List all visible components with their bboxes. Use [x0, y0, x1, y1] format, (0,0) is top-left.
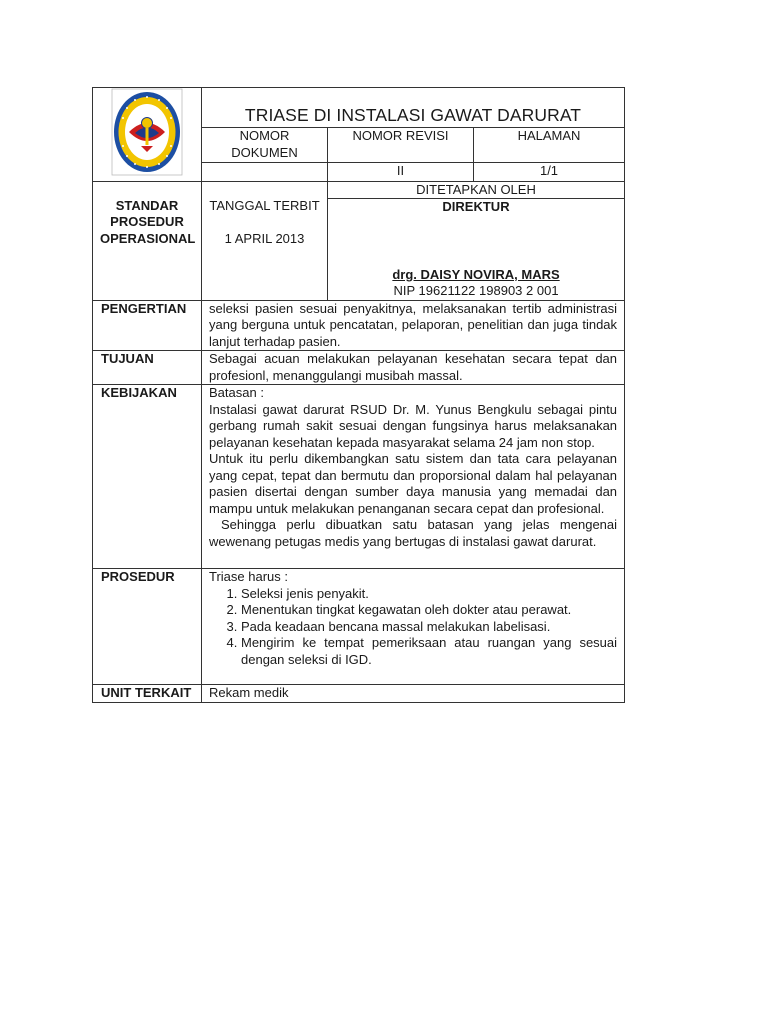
- jabatan-label: DIREKTUR: [442, 199, 510, 214]
- sop-label: STANDAR PROSEDUR OPERASIONAL: [93, 181, 202, 300]
- prosedur-steps: [209, 586, 617, 669]
- pengertian-label: PENGERTIAN: [93, 300, 202, 351]
- list-item: 2. Menentukan tingkat kegawatan oleh dokter atau perawat.: [241, 602, 617, 619]
- halaman-value: 1/1: [474, 162, 625, 181]
- list-item: 1. Seleksi jenis penyakit.: [241, 586, 617, 603]
- kebijakan-label: KEBIJAKAN: [93, 385, 202, 569]
- tanggal-terbit-value: 1 APRIL 2013: [224, 231, 305, 246]
- direktur-name: drg. DAISY NOVIRA, MARS: [392, 266, 560, 282]
- prosedur-row: [93, 569, 625, 685]
- kebijakan-batasan: Batasan :: [209, 385, 264, 400]
- tujuan-row: [93, 351, 625, 385]
- nomor-dokumen-value: [202, 162, 328, 181]
- tanggal-terbit-cell: [202, 181, 328, 300]
- pengertian-row: [93, 300, 625, 351]
- direktur-cell: [328, 199, 625, 301]
- nomor-revisi-value: II: [328, 162, 474, 181]
- prosedur-label: PROSEDUR: [93, 569, 202, 685]
- kebijakan-paragraph: Sehingga perlu dibuatkan satu batasan yang jelas mengenai wewenang petugas medis yang bertugas di instalasi gawat darurat.: [209, 517, 618, 549]
- tanggal-terbit-label: TANGGAL TERBIT: [209, 197, 320, 213]
- sop-table: [92, 87, 625, 703]
- pengertian-text: seleksi pasien sesuai penyakitnya, melaksanakan tertib administrasi yang berguna untuk pencatatan, pelaporan, penelitian dan juga tindak lanjut terhadap pasien.: [202, 300, 625, 351]
- hospital-logo-icon: [111, 88, 183, 176]
- prosedur-content: [202, 569, 625, 685]
- unit-terkait-text: Rekam medik: [202, 685, 625, 703]
- header-title-row: [93, 88, 625, 128]
- tujuan-label: TUJUAN: [93, 351, 202, 385]
- document-title: TRIASE DI INSTALASI GAWAT DARURAT: [202, 88, 625, 128]
- hospital-logo-cell: [93, 88, 202, 182]
- kebijakan-row: [93, 385, 625, 569]
- kebijakan-text: [202, 385, 625, 569]
- direktur-nip: NIP 19621122 198903 2 001: [393, 283, 559, 298]
- nomor-dokumen-header: NOMOR DOKUMEN: [202, 128, 328, 163]
- unit-terkait-label: UNIT TERKAIT: [93, 685, 202, 703]
- nomor-revisi-header: NOMOR REVISI: [328, 128, 474, 163]
- ditetapkan-row: [93, 181, 625, 199]
- tujuan-text: Sebagai acuan melakukan pelayanan kesehatan secara tepat dan profesionl, menanggulangi musibah massal.: [202, 351, 625, 385]
- unit-terkait-row: [93, 685, 625, 703]
- ditetapkan-oleh: DITETAPKAN OLEH: [328, 181, 625, 199]
- halaman-header: HALAMAN: [474, 128, 625, 163]
- kebijakan-paragraph: Untuk itu perlu dikembangkan satu sistem dan tata cara pelayanan yang cepat, tepat dan bermutu dan proporsional dalam hal pelayanan pasien disertai dengan sumber daya manusia yang memadai dan mampu untuk melakukan penanganan secara cepat dan profesional.: [209, 451, 618, 516]
- prosedur-intro: Triase harus :: [209, 569, 288, 584]
- list-item: 3. Pada keadaan bencana massal melakukan labelisasi.: [241, 619, 617, 636]
- kebijakan-paragraph: Instalasi gawat darurat RSUD Dr. M. Yunus Bengkulu sebagai pintu gerbang rumah sakit sesuai dengan fungsinya harus melaksanakan pelayanan kesehatan kepada masyarakat selama 24 jam non stop.: [209, 401, 618, 450]
- list-item: 4. Mengirim ke tempat pemeriksaan atau ruangan yang sesuai dengan seleksi di IGD.: [241, 635, 617, 668]
